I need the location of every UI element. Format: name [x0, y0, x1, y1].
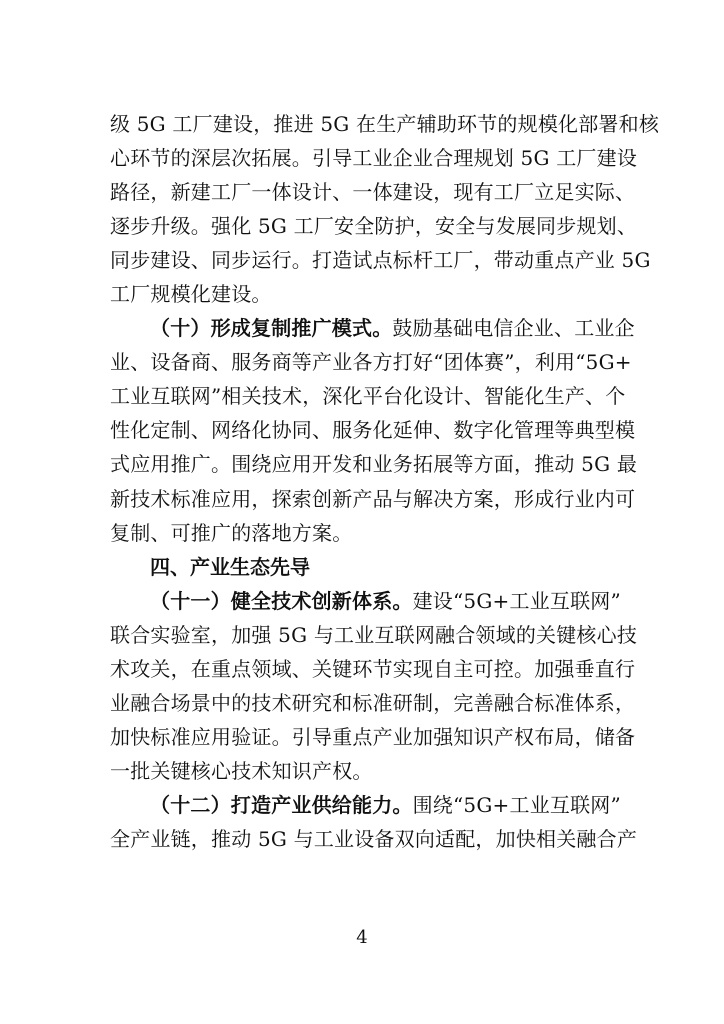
body-line: 一批关键核心技术知识产权。	[110, 759, 373, 783]
body-line: 逐步升级。强化 5G 工厂安全防护，安全与发展同步规划、	[110, 214, 638, 238]
paragraph-first-line	[150, 793, 621, 821]
paragraph-first-line	[150, 589, 621, 617]
body-line: 同步建设、同步运行。打造试点标杆工厂，带动重点产业 5G	[110, 248, 651, 272]
body-line: 路径，新建工厂一体设计、一体建设，现有工厂立足实际、	[110, 180, 636, 204]
body-line: 加快标准应用验证。引导重点产业加强知识产权布局，储备	[110, 725, 636, 749]
paragraph-text: 鼓励基础电信企业、工业企	[392, 316, 635, 340]
paragraph-first-line	[150, 316, 635, 344]
body-line: 业融合场景中的技术研究和标准研制，完善融合标准体系，	[110, 691, 636, 715]
paragraph-text: 围绕“5G+工业互联网”	[412, 793, 621, 817]
body-line: 全产业链，推动 5G 与工业设备双向适配，加快相关融合产	[110, 827, 638, 851]
section-heading: 四、产业生态先导	[150, 555, 310, 579]
body-line: 心环节的深层次拓展。引导工业企业合理规划 5G 工厂建设	[110, 146, 638, 170]
body-line: 术攻关，在重点领域、关键环节实现自主可控。加强垂直行	[110, 657, 636, 681]
body-line: 联合实验室，加强 5G 与工业互联网融合领域的关键核心技	[110, 623, 638, 647]
page-number: 4	[356, 927, 368, 948]
body-line: 业、设备商、服务商等产业各方打好“团体赛”，利用“5G+	[110, 350, 632, 374]
body-line: 式应用推广。围绕应用开发和业务拓展等方面，推动 5G 最	[110, 452, 638, 476]
paragraph-heading: （十）形成复制推广模式。	[150, 316, 393, 340]
body-line: 工业互联网”相关技术，深化平台化设计、智能化生产、个	[110, 384, 626, 408]
body-line: 工厂规模化建设。	[110, 282, 272, 306]
paragraph-heading: （十一）健全技术创新体系。	[150, 589, 413, 613]
body-line: 复制、可推广的落地方案。	[110, 521, 353, 545]
body-line: 级 5G 工厂建设，推进 5G 在生产辅助环节的规模化部署和核	[110, 112, 660, 136]
body-line: 性化定制、网络化协同、服务化延伸、数字化管理等典型模	[110, 418, 636, 442]
paragraph-heading: （十二）打造产业供给能力。	[150, 793, 413, 817]
body-line: 新技术标准应用，探索创新产品与解决方案，形成行业内可	[110, 487, 636, 511]
paragraph-text: 建设“5G+工业互联网”	[412, 589, 621, 613]
